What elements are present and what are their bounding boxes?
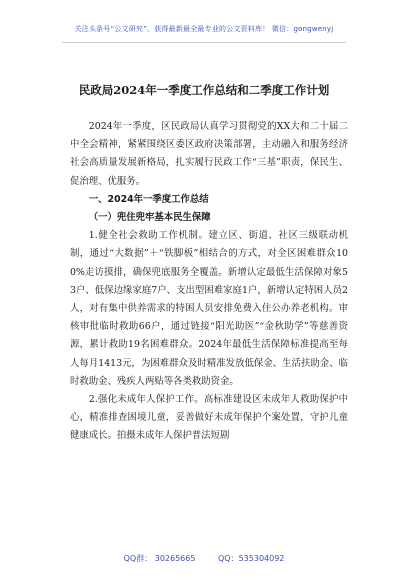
footer-qq: QQ：535304092 — [218, 554, 285, 563]
paragraph-minor-protection: 2.强化未成年人保护工作。高标准建设区未成年人救助保护中心，精准排查困境儿童，妥善做好未成年保护个案处置，守护儿童健康成长。拍摄未成年人保护普法短剧 — [70, 394, 348, 442]
subsection-heading: （一）兜住兜牢基本民生保障 — [88, 212, 211, 224]
section-heading: 一、2024年一季度工作总结 — [88, 193, 209, 205]
intro-paragraph: 2024年一季度，区民政局认真学习贯彻党的XX大和二十届二中全会精神，紧紧围绕区委区政府决策部署，主动融入和服务经济社会高质量发展新格局，扎实履行民政工作“三基”职责，保民生、促治理、优服务。 — [70, 121, 348, 187]
header-promo-text: 关注头条号“公文研究”，获得最新最全最专业的公文资料库！ 微信：gongwenyj — [74, 25, 334, 33]
document-title: 民政局2024年一季度工作总结和二季度工作计划 — [78, 83, 330, 97]
document-body — [70, 118, 348, 446]
paragraph-social-assistance: 1.健全社会救助工作机制。建立区、街道、社区三级联动机制，通过“大数据”＋“铁脚板”相结合的方式，对全区困难群众100%走访摸排，确保兜底服务全覆盖。新增认定最低生活保障对象53户、低保边缘家庭7户、支出型困难家庭1户，新增认定特困人员2人，对有集中供养需求的特困人员安排免费入住公办养老机构。审核审批临时救助66户，通过链接“阳光助医”“金秋助学”等慈善资源，累计救助19名困难群众。2024年最低生活保障标准提高至每人每月1413元，为困难群众及时精准发放低保金、生活扶助金、临时救助金、残疾人两贴等各类救助资金。 — [70, 230, 348, 387]
footer-qq-group: QQ群： 30265665 — [123, 554, 196, 563]
footer-contact — [0, 553, 408, 564]
header-divider — [62, 42, 346, 43]
